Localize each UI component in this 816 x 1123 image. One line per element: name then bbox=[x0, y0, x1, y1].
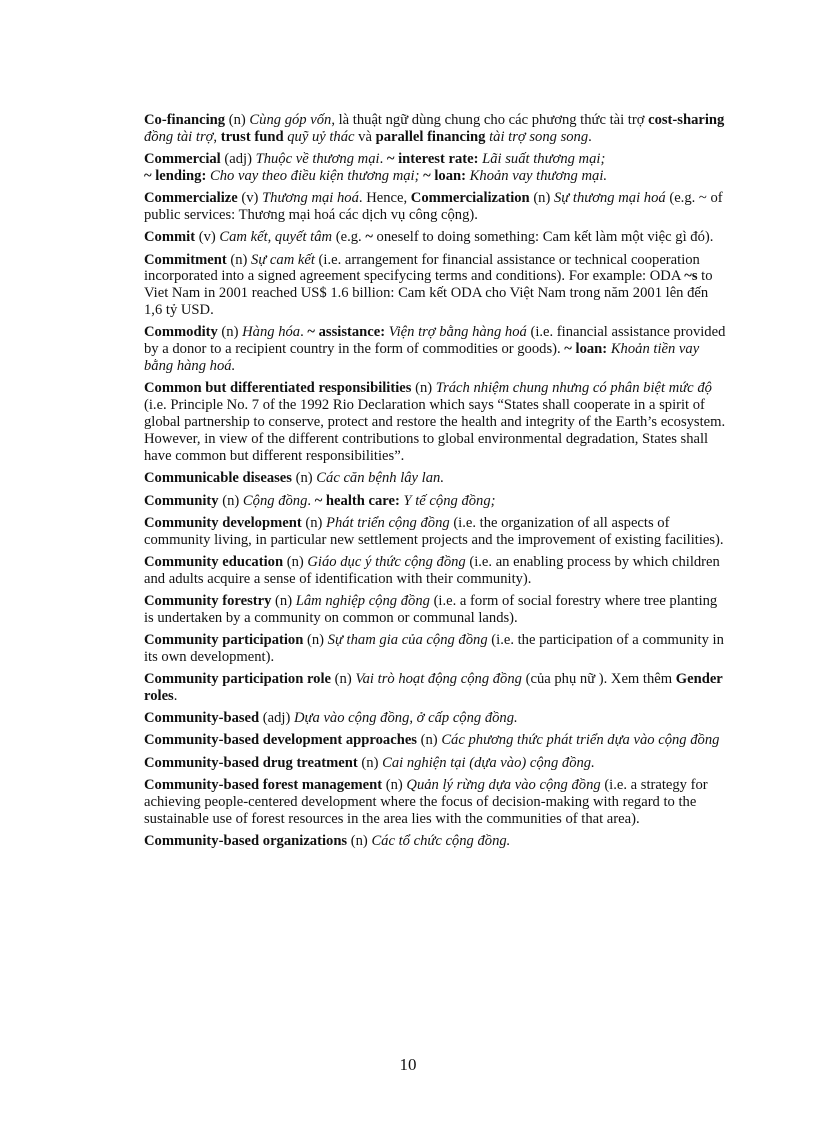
entry-translation: Y tế cộng đồng; bbox=[403, 492, 496, 509]
entry-text: (n) bbox=[331, 671, 356, 688]
entry-translation: Cho vay theo điều kiện thương mại; bbox=[210, 168, 420, 185]
glossary-entry-commit bbox=[144, 229, 729, 246]
entry-subterm: ~ loan: bbox=[564, 341, 608, 358]
entry-text: (e.g. ~ of public services: Thương mại hoá các dịch vụ công cộng). bbox=[144, 190, 723, 224]
entry-text: (i.e. arrangement for financial assistance or technical cooperation incorporated into a signed agreement specifycing terms and conditions). For example: ODA bbox=[144, 251, 700, 285]
entry-translation: đồng tài trợ bbox=[144, 128, 214, 145]
page-number: 10 bbox=[399, 1055, 417, 1074]
entry-text: (i.e. the organization of all aspects of community living, in particular new settlement projects and the improvement of existing facilities). bbox=[144, 514, 724, 548]
entry-translation: Sự cam kết bbox=[251, 251, 315, 268]
entry-text: (adj) bbox=[259, 710, 294, 727]
glossary-entry-community-education bbox=[144, 554, 729, 588]
entry-subterm: ~ bbox=[365, 229, 373, 246]
glossary-entry-community-based-development-approaches bbox=[144, 732, 729, 749]
entry-subterm: ~ interest rate: bbox=[386, 151, 479, 168]
glossary-entry-communicable-diseases bbox=[144, 470, 729, 487]
glossary-entry-commercial bbox=[144, 151, 729, 185]
entry-subterm: ~ lending: bbox=[144, 168, 207, 185]
entry-text: (n) bbox=[416, 732, 442, 749]
entry-term: Community participation bbox=[144, 632, 304, 649]
entry-text: (v) bbox=[195, 229, 220, 246]
entry-translation: Lãi suất thương mại; bbox=[482, 151, 606, 168]
entry-text: (của phụ nữ ). Xem thêm bbox=[521, 671, 676, 688]
entry-term: Community-based organizations bbox=[144, 832, 348, 849]
entry-subterm: Commercialization bbox=[410, 190, 530, 207]
entry-subterm: ~ assistance: bbox=[307, 324, 386, 341]
entry-translation: Quản lý rừng dựa vào cộng đồng bbox=[406, 776, 601, 793]
entry-translation: Khoản vay thương mại. bbox=[469, 168, 608, 185]
entry-translation: Dựa vào cộng đồng, ở cấp cộng đồng. bbox=[294, 710, 518, 727]
entry-translation: Sự thương mại hoá bbox=[554, 190, 666, 207]
entry-text: (i.e. Principle No. 7 of the 1992 Rio Declaration which says “States shall cooperate in a spirit of global partnership to conserve, protect and restore the health and integrity of the Earth’s ecosystem. However, in view of the different contributions to global environmental degradation, States shall have common but different responsibilities”. bbox=[144, 397, 726, 465]
entry-term: Community-based bbox=[144, 710, 260, 727]
glossary-entry-commitment bbox=[144, 252, 729, 320]
entry-text: . Hence, bbox=[358, 190, 411, 207]
entry-text: . bbox=[173, 688, 178, 705]
entry-translation: Hàng hóa bbox=[242, 324, 301, 341]
entry-term: Commercialize bbox=[144, 190, 238, 207]
entry-translation: Trách nhiệm chung nhưng có phân biệt mức độ bbox=[435, 380, 712, 397]
glossary-entry-community-development bbox=[144, 515, 729, 549]
glossary-entry-common-but-differentiated bbox=[144, 380, 729, 465]
entry-term: Commercial bbox=[144, 151, 221, 168]
glossary-entry-community bbox=[144, 493, 729, 510]
entry-translation: Vai trò hoạt động cộng đồng bbox=[355, 671, 522, 688]
glossary-entry-community-based bbox=[144, 710, 729, 727]
glossary-entry-community-forestry bbox=[144, 593, 729, 627]
entry-text: (i.e. a strategy for achieving people-centered development where the focus of decision-making with regard to the sustainable use of forest resources in the area lies with the communities of that area). bbox=[144, 776, 708, 827]
entry-text: (n) bbox=[357, 754, 383, 771]
entry-text: (n) bbox=[411, 380, 436, 397]
glossary-entry-co-financing bbox=[144, 112, 729, 146]
entry-text: (n) bbox=[382, 776, 407, 793]
entry-term: Community-based development approaches bbox=[144, 732, 417, 749]
entry-text: (n) bbox=[301, 514, 327, 531]
entry-translation: Viện trợ bằng hàng hoá bbox=[388, 324, 527, 341]
entry-term: Community-based drug treatment bbox=[144, 754, 358, 771]
glossary-page-body bbox=[144, 112, 729, 855]
entry-term: Community bbox=[144, 492, 219, 509]
entry-text: (n) bbox=[218, 492, 243, 509]
entry-text: (adj) bbox=[220, 151, 256, 168]
entry-translation: Cam kết, quyết tâm bbox=[219, 229, 333, 246]
entry-translation: tài trợ song song bbox=[489, 128, 589, 145]
glossary-entry-community-participation-role bbox=[144, 671, 729, 705]
entry-text: (n) bbox=[225, 112, 250, 128]
entry-text: oneself to doing something: Cam kết làm một việc gì đó). bbox=[372, 229, 714, 246]
entry-text: to Viet Nam in 2001 reached US$ 1.6 billion: Cam kết ODA cho Việt Nam trong năm 2001 lên đến 1,6 tỷ USD. bbox=[144, 268, 713, 319]
entry-term: Commitment bbox=[144, 251, 227, 268]
entry-subterm: ~ loan: bbox=[423, 168, 467, 185]
entry-term: Community participation role bbox=[144, 671, 332, 688]
entry-text: (n) bbox=[271, 592, 296, 609]
entry-text: (n) bbox=[347, 832, 372, 849]
entry-text: (e.g. bbox=[332, 229, 366, 246]
entry-translation: Thuộc về thương mại bbox=[255, 151, 380, 168]
entry-text: (n) bbox=[217, 324, 243, 341]
entry-term: Commit bbox=[144, 229, 196, 246]
entry-translation: Thương mại hoá bbox=[262, 190, 359, 207]
glossary-entry-commercialize bbox=[144, 190, 729, 224]
entry-text: (n) bbox=[303, 632, 328, 649]
glossary-entry-community-based-organizations bbox=[144, 833, 729, 850]
entry-text: (v) bbox=[237, 190, 263, 207]
entry-term: Co-financing bbox=[144, 112, 226, 128]
glossary-entry-community-based-drug-treatment bbox=[144, 755, 729, 772]
entry-text: (i.e. the participation of a community in its own development). bbox=[144, 632, 724, 665]
entry-text: . bbox=[588, 128, 592, 145]
entry-text: . bbox=[379, 151, 387, 168]
entry-subterm: parallel financing bbox=[375, 128, 486, 145]
entry-translation: Cai nghiện tại (dựa vào) cộng đồng. bbox=[382, 754, 595, 771]
entry-subterm: ~ health care: bbox=[314, 492, 400, 509]
entry-translation: Khoản tiền vay bằng hàng hoá. bbox=[144, 341, 700, 375]
entry-text: (n) bbox=[291, 470, 317, 487]
entry-subterm: ~s bbox=[684, 268, 698, 285]
entry-text: (i.e. financial assistance provided by a donor to a recipient country in the form of commodities or goods). bbox=[144, 324, 726, 358]
entry-translation: Các tổ chức cộng đồng. bbox=[371, 832, 511, 849]
entry-term: Community development bbox=[144, 514, 302, 531]
entry-translation: Cộng đồng bbox=[242, 492, 308, 509]
entry-text: (n) bbox=[226, 251, 252, 268]
glossary-entry-community-participation bbox=[144, 632, 729, 666]
entry-text: , là thuật ngữ dùng chung cho các phương thức tài trợ bbox=[331, 112, 649, 128]
entry-translation: Lâm nghiệp cộng đồng bbox=[295, 592, 430, 609]
entry-translation: Giáo dục ý thức cộng đồng bbox=[307, 553, 466, 570]
entry-translation: Các căn bệnh lây lan. bbox=[316, 470, 444, 487]
glossary-entries bbox=[144, 112, 729, 850]
entry-text: (i.e. an enabling process by which children and adults acquire a sense of identification with their community). bbox=[144, 553, 720, 587]
entry-translation: quỹ uỷ thác bbox=[287, 128, 355, 145]
entry-text: và bbox=[354, 128, 376, 145]
entry-text: . bbox=[307, 492, 315, 509]
entry-text: (n) bbox=[283, 553, 308, 570]
entry-term: Community education bbox=[144, 553, 284, 570]
entry-term: Community-based forest management bbox=[144, 776, 383, 793]
entry-term: Community forestry bbox=[144, 592, 272, 609]
entry-subterm: trust fund bbox=[220, 128, 284, 145]
entry-term: Communicable diseases bbox=[144, 470, 292, 487]
entry-translation: Sự tham gia của cộng đồng bbox=[327, 632, 488, 649]
glossary-entry-community-based-forest-management bbox=[144, 777, 729, 828]
entry-text: (i.e. a form of social forestry where tree planting is undertaken by a community on common or communal lands). bbox=[144, 592, 718, 626]
entry-translation: Phát triển cộng đồng bbox=[326, 514, 450, 531]
entry-term: Common but differentiated responsibilities bbox=[144, 380, 412, 397]
glossary-entry-commodity bbox=[144, 324, 729, 375]
entry-translation: Cùng góp vốn bbox=[249, 112, 332, 128]
entry-text: (n) bbox=[529, 190, 554, 207]
entry-text: . bbox=[300, 324, 308, 341]
entry-translation: Các phương thức phát triển dựa vào cộng đồng bbox=[441, 732, 720, 749]
entry-text: , bbox=[213, 128, 221, 145]
entry-subterm: Gender roles bbox=[144, 671, 723, 705]
entry-term: Commodity bbox=[144, 324, 218, 341]
entry-subterm: cost-sharing bbox=[648, 112, 725, 128]
